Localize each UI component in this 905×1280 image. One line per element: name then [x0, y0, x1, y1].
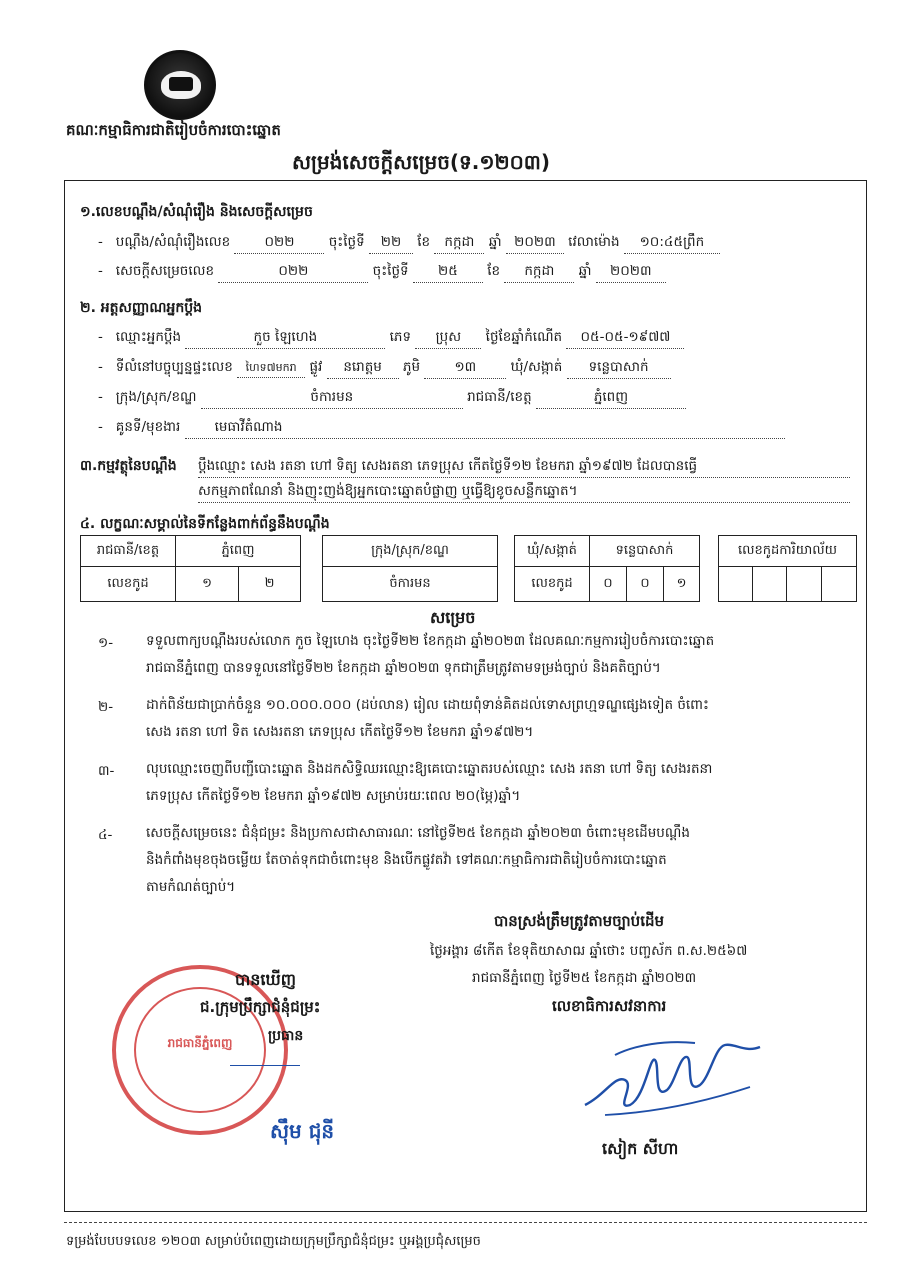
lunar-date: ថ្ងៃអង្គារ ៨កើត ខែទុតិយាសាឍ ឆ្នាំថោះ បញ្ចស័ក ព.ស.២៥៦៧ — [430, 943, 748, 959]
footer-note: ទម្រង់បែបបទលេខ ១២០៣ សម្រាប់បំពេញដោយក្រុមប្រឹក្សាជំនុំជម្រះ ឬអង្គប្រជុំសម្រេច — [66, 1234, 481, 1249]
decision-item-4 — [146, 820, 860, 901]
commune-header-value: ទន្លេបាសាក់ — [589, 535, 700, 567]
decision-item-4-line-1: សេចក្តីសម្រេចនេះ ជំនុំជម្រះ និងប្រកាសជាសាធារណៈ នៅថ្ងៃទី២៥ ខែកក្កដា ឆ្នាំ២០២៣ ចំពោះមុខដើមបណ្តឹង — [146, 825, 690, 841]
certified-copy-label: បានស្រង់ត្រឹមត្រូវតាមច្បាប់ដើម — [494, 912, 664, 930]
president-title: ប្រធាន — [268, 1028, 304, 1044]
office-code-box-1 — [718, 566, 753, 602]
complaint-day: ២២ — [369, 233, 413, 254]
seen-label: បានឃើញ — [235, 970, 296, 989]
org-name: គណៈកម្មាធិការជាតិរៀបចំការបោះឆ្នោត — [66, 121, 281, 139]
commune-code-label: លេខកូដ — [514, 566, 590, 602]
district-header-label: ក្រុង/ស្រុក/ខណ្ឌ — [322, 535, 498, 567]
sex-value: ប្រុស — [415, 328, 481, 349]
decision-item-1 — [146, 628, 860, 682]
sex-label: ភេទ — [389, 329, 412, 345]
dob-value: ០៥-០៥-១៩៧៧ — [566, 328, 684, 349]
commune-header-label: ឃុំ/សង្កាត់ — [514, 535, 590, 567]
house-number: ហៃទ៧មករា — [237, 361, 305, 378]
office-code-box-4 — [821, 566, 857, 602]
subject-line-2: សកម្មភាពណែនាំ និងញុះញង់ឱ្យអ្នកបោះឆ្នោតបំផ្លាញ ឬធ្វើឱ្យខូចសន្លឹកឆ្នោត។ — [198, 482, 850, 503]
decision-year: ២០២៣ — [596, 262, 666, 283]
form-title: សម្រង់សេចក្តីសម្រេច(ទ.១២០៣) — [292, 150, 551, 174]
village-value: ១៣ — [424, 358, 506, 379]
decision-item-2-line-1: ដាក់ពិន័យជាប្រាក់ចំនួន ១០.០០០.០០០ (ដប់លាន) រៀល ដោយពុំទាន់គិតដល់ទោសព្រហ្មទណ្ឌផ្សេងទៀត ចំពោះ — [146, 697, 709, 713]
section-4-title: ៤. លក្ខណៈសម្គាល់នៃទីកន្លែងពាក់ព័ន្ធនឹងបណ្តឹង — [80, 516, 330, 532]
decision-item-4-line-2: និងកំពាំងមុខចុងចម្លើយ តែចាត់ទុកជាចំពោះមុខ និងបើកផ្លូវតវ៉ា ទៅគណៈកម្មាធិការជាតិរៀបចំការបោះឆ្នោត — [146, 852, 667, 868]
decision-day: ២៥ — [413, 262, 483, 283]
secretary-name: សៀក សីហា — [602, 1139, 679, 1158]
decision-year-label: ឆ្នាំ — [578, 263, 592, 279]
district-label: ក្រុង/ស្រុក/ខណ្ឌ — [115, 389, 197, 405]
street-value: នរោត្តម — [327, 358, 399, 379]
dob-label: ថ្ងៃខែឆ្នាំកំណើត — [485, 329, 563, 345]
council-label: ជ.ក្រុមប្រឹក្សាជំនុំជម្រះ — [200, 998, 321, 1016]
decision-title: សម្រេច — [430, 608, 476, 627]
province-label: រាជធានី/ខេត្ត — [467, 389, 532, 405]
complaint-number: ០២២ — [234, 233, 324, 254]
stamp-text: រាជធានីភ្នំពេញ — [167, 1036, 233, 1050]
complainant-name-row: - ឈ្មោះអ្នកប្តឹង កួច ឡៃហេង ភេទ ប្រុស ថ្ងៃខែឆ្នាំកំណើត ០៥-០៥-១៩៧៧ — [98, 328, 684, 349]
district-value: ចំការមន — [201, 388, 463, 409]
decision-date-label: ចុះថ្ងៃទី — [372, 263, 409, 279]
commune-code-2: ០ — [626, 566, 664, 602]
place-date: រាជធានីភ្នំពេញ ថ្ងៃទី២៥ ខែកក្កដា ឆ្នាំ២០២៣ — [472, 970, 697, 986]
decision-item-3 — [146, 756, 860, 810]
complaint-month-label: ខែ — [417, 234, 431, 250]
decision-item-2 — [146, 692, 860, 746]
complaint-number-label: បណ្តឹង/សំណុំរឿងលេខ — [115, 234, 231, 250]
district-header-value: ចំការមន — [322, 566, 498, 602]
complaint-date-label: ចុះថ្ងៃទី — [328, 234, 365, 250]
decision-row: - សេចក្តីសម្រេចលេខ ០២២ ចុះថ្ងៃទី ២៥ ខែ កក្កដា ឆ្នាំ ២០២៣ — [98, 262, 666, 283]
secretary-signature — [575, 1025, 765, 1125]
president-name: ស៊ឹម ជុនី — [270, 1119, 335, 1143]
decision-month-label: ខែ — [487, 263, 501, 279]
decision-item-1-line-1: ទទួលពាក្យបណ្តឹងរបស់លោក កួច ឡៃហេង ចុះថ្ងៃទី២២ ខែកក្កដា ឆ្នាំ២០២៣ ដែលគណៈកម្មការរៀបចំការបោះឆ្នោត — [146, 633, 715, 649]
section-1-title: ១.លេខបណ្តឹង/សំណុំរឿង និងសេចក្តីសម្រេច — [80, 204, 313, 220]
complaint-row: - បណ្តឹង/សំណុំរឿងលេខ ០២២ ចុះថ្ងៃទី ២២ ខែ កក្កដា ឆ្នាំ ២០២៣ វេលាម៉ោង ១០:៤៥ព្រឹក — [98, 233, 720, 254]
decision-month: កក្កដា — [504, 262, 574, 283]
nec-logo — [144, 50, 216, 120]
complaint-time-label: វេលាម៉ោង — [568, 234, 620, 250]
complaint-month: កក្កដា — [434, 233, 484, 254]
complaint-time: ១០:៤៥ព្រឹក — [624, 233, 720, 254]
secretary-title: លេខាធិការសវនាការ — [552, 997, 667, 1015]
commune-label: ឃុំ/សង្កាត់ — [510, 359, 563, 375]
commune-value: ទន្លេបាសាក់ — [567, 358, 671, 379]
footer-divider — [64, 1222, 867, 1223]
address-label: ទីលំនៅបច្ចុប្បន្នផ្ទះលេខ — [115, 359, 233, 375]
decision-number-label: សេចក្តីសម្រេចលេខ — [115, 263, 215, 279]
office-code-box-2 — [752, 566, 787, 602]
party-value: មេធាវីតំណាង — [185, 418, 785, 439]
decision-item-4-number: ៤- — [98, 827, 113, 843]
address-row: - ទីលំនៅបច្ចុប្បន្នផ្ទះលេខ ហៃទ៧មករា ផ្លូវ នរោត្តម ភូមិ ១៣ ឃុំ/សង្កាត់ ទន្លេបាសាក់ — [98, 358, 671, 379]
decision-item-1-number: ១- — [98, 635, 114, 651]
decision-item-4-line-3: តាមកំណត់ច្បាប់។ — [146, 879, 236, 895]
complaint-year: ២០២៣ — [506, 233, 564, 254]
province-code-2: ២ — [238, 566, 301, 602]
district-row: - ក្រុង/ស្រុក/ខណ្ឌ ចំការមន រាជធានី/ខេត្ត ភ្នំពេញ — [98, 388, 686, 409]
province-code-label: លេខកូដ — [80, 566, 176, 602]
party-label: គូនទី/មុខងារ — [115, 419, 181, 435]
province-header-value: ភ្នំពេញ — [175, 535, 301, 567]
office-code-label: លេខកូដការិយាល័យ — [718, 535, 857, 567]
office-code-box-3 — [786, 566, 822, 602]
province-header-label: រាជធានី/ខេត្ត — [80, 535, 176, 567]
province-value: ភ្នំពេញ — [536, 388, 686, 409]
province-code-1: ១ — [175, 566, 239, 602]
party-row: - គូនទី/មុខងារ មេធាវីតំណាង — [98, 418, 785, 439]
decision-item-2-line-2: សេង រតនា ហៅ ទិត សេងរតនា ភេទប្រុស កើតថ្ងៃទី១២ ខែមករា ឆ្នាំ១៩៧២។ — [146, 724, 534, 740]
subject-line-1: ប្តឹងឈ្មោះ សេង រតនា ហៅ ទិត្យ សេងរតនា ភេទប្រុស កើតថ្ងៃទី១២ ខែមករា ឆ្នាំ១៩៧២ ដែលបានធ្វើ — [198, 457, 850, 478]
village-label: ភូមិ — [402, 359, 421, 375]
section-2-title: ២. អត្តសញ្ញាណអ្នកប្តឹង — [80, 300, 203, 316]
decision-item-3-number: ៣- — [98, 763, 115, 779]
decision-number: ០២២ — [218, 262, 368, 283]
commune-code-3: ១ — [663, 566, 700, 602]
complainant-name-label: ឈ្មោះអ្នកប្តឹង — [115, 329, 182, 345]
complainant-name: កួច ឡៃហេង — [185, 328, 385, 349]
president-signature-stroke — [230, 1065, 300, 1066]
decision-item-1-line-2: រាជធានីភ្នំពេញ បានទទួលនៅថ្ងៃទី២២ ខែកក្កដា ឆ្នាំ២០២៣ ទុកជាត្រឹមត្រូវតាមទម្រង់ច្បាប់ និងគតិច្បាប់។ — [146, 660, 661, 676]
section-3-title: ៣.កម្មវត្ថុនៃបណ្តឹង — [80, 458, 177, 474]
decision-item-3-line-1: លុបឈ្មោះចេញពីបញ្ជីបោះឆ្នោត និងដកសិទ្ធិឈរឈ្មោះឱ្យគេបោះឆ្នោតរបស់ឈ្មោះ សេង រតនា ហៅ ទិត្យ សេងរតនា — [146, 761, 713, 777]
complaint-year-label: ឆ្នាំ — [488, 234, 502, 250]
decision-item-3-line-2: ភេទប្រុស កើតថ្ងៃទី១២ ខែមករា ឆ្នាំ១៩៧២ សម្រាប់រយៈពេល ២០(ម្ភៃ)ឆ្នាំ។ — [146, 788, 521, 804]
street-label: ផ្លូវ — [309, 359, 323, 375]
decision-item-2-number: ២- — [98, 699, 114, 715]
commune-code-1: ០ — [589, 566, 627, 602]
